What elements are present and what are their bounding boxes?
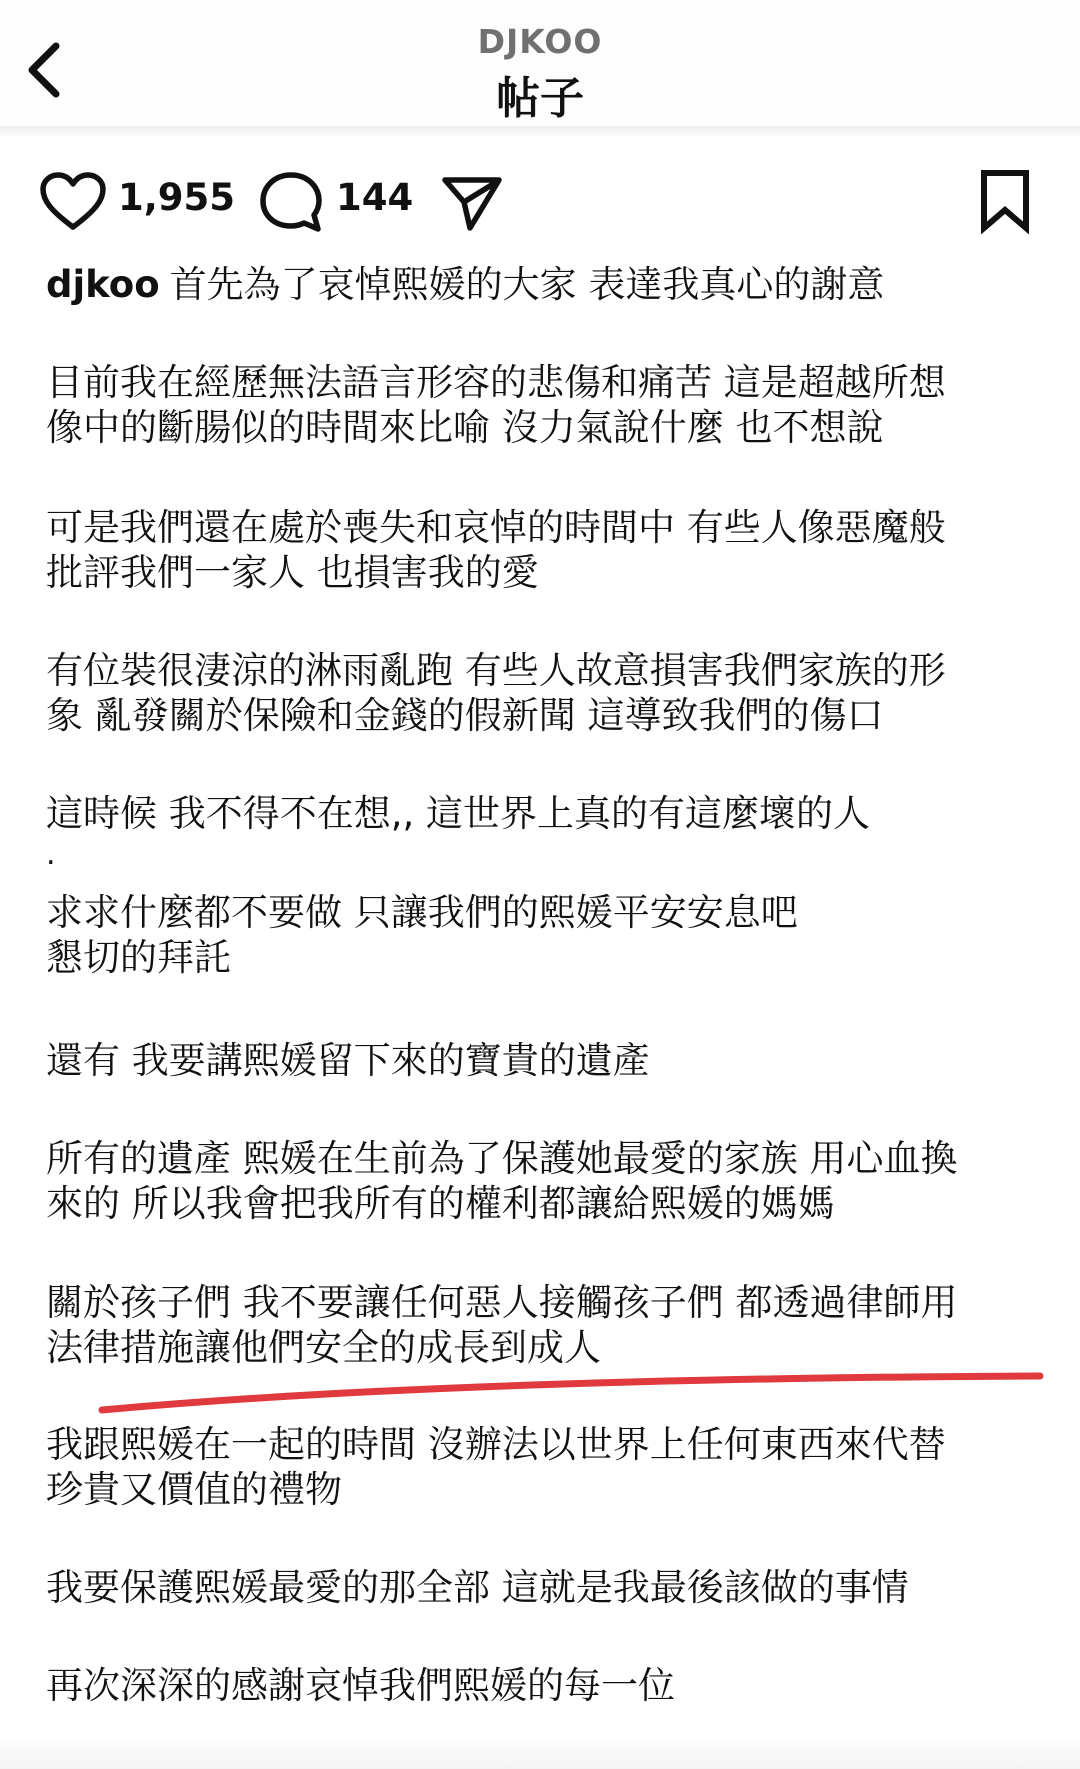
caption-text: 首先為了哀悼熙媛的大家 表達我真心的謝意 <box>169 263 885 306</box>
post-caption-first-line <box>46 262 1046 307</box>
comment-icon[interactable] <box>258 170 324 234</box>
caption-line: 可是我們還在處於喪失和哀悼的時間中 有些人像惡魔般 <box>46 506 946 549</box>
caption-line: 求求什麼都不要做 只讓我們的熙媛平安安息吧 <box>46 891 798 934</box>
send-icon[interactable] <box>440 172 504 234</box>
caption-paragraph <box>46 1136 1046 1226</box>
caption-line: 珍貴又價值的禮物 <box>46 1468 342 1511</box>
caption-line: 還有 我要講熙媛留下來的寶貴的遺產 <box>46 1039 650 1082</box>
caption-line: 像中的斷腸似的時間來比喻 沒力氣說什麼 也不想說 <box>46 406 884 449</box>
caption-line: 這時候 我不得不在想,, 這世界上真的有這麼壞的人 <box>46 792 871 835</box>
comment-count[interactable]: 144 <box>336 176 414 219</box>
caption-line: 所有的遺產 熙媛在生前為了保護她最愛的家族 用心血換 <box>46 1137 958 1180</box>
caption-paragraph <box>46 360 1046 450</box>
caption-line: 我跟熙媛在一起的時間 沒辦法以世界上任何東西來代替 <box>46 1423 946 1466</box>
caption-line: 關於孩子們 我不要讓任何惡人接觸孩子們 都透過律師用 <box>46 1281 958 1324</box>
top-app-bar <box>0 0 1080 128</box>
like-count[interactable]: 1,955 <box>118 176 236 219</box>
post-action-bar <box>0 160 1080 240</box>
caption-paragraph <box>46 648 1046 738</box>
bookmark-icon[interactable] <box>978 168 1032 234</box>
post-username[interactable]: djkoo <box>46 263 160 306</box>
caption-line: 再次深深的感謝哀悼我們熙媛的每一位 <box>46 1664 675 1707</box>
caption-paragraph <box>46 505 1046 595</box>
separator-dot: . <box>46 837 56 872</box>
caption-paragraph <box>46 1280 1046 1370</box>
heart-icon[interactable] <box>40 172 106 232</box>
bottom-cutoff <box>0 1735 1080 1769</box>
caption-line: 批評我們一家人 也損害我的愛 <box>46 551 539 594</box>
account-name[interactable]: DJKOO <box>477 22 603 61</box>
caption-paragraph <box>46 890 1046 980</box>
caption-line: 法律措施讓他們安全的成長到成人 <box>46 1326 601 1369</box>
caption-paragraph <box>46 1663 1046 1708</box>
page-title: 帖子 <box>496 73 584 124</box>
caption-line: 來的 所以我會把我所有的權利都讓給熙媛的媽媽 <box>46 1182 835 1225</box>
caption-line: 懇切的拜託 <box>46 936 231 979</box>
caption-line: 我要保護熙媛最愛的那全部 這就是我最後該做的事情 <box>46 1566 909 1609</box>
caption-paragraph <box>46 1565 1046 1610</box>
header-divider <box>0 126 1080 138</box>
caption-line: 象 亂發關於保險和金錢的假新聞 這導致我們的傷口 <box>46 694 884 737</box>
caption-line: 有位裝很淒涼的淋雨亂跑 有些人故意損害我們家族的形 <box>46 649 946 692</box>
caption-line: 目前我在經歷無法語言形容的悲傷和痛苦 這是超越所想 <box>46 361 946 404</box>
caption-paragraph <box>46 1422 1046 1512</box>
caption-paragraph <box>46 791 1046 836</box>
caption-paragraph <box>46 1038 1046 1083</box>
